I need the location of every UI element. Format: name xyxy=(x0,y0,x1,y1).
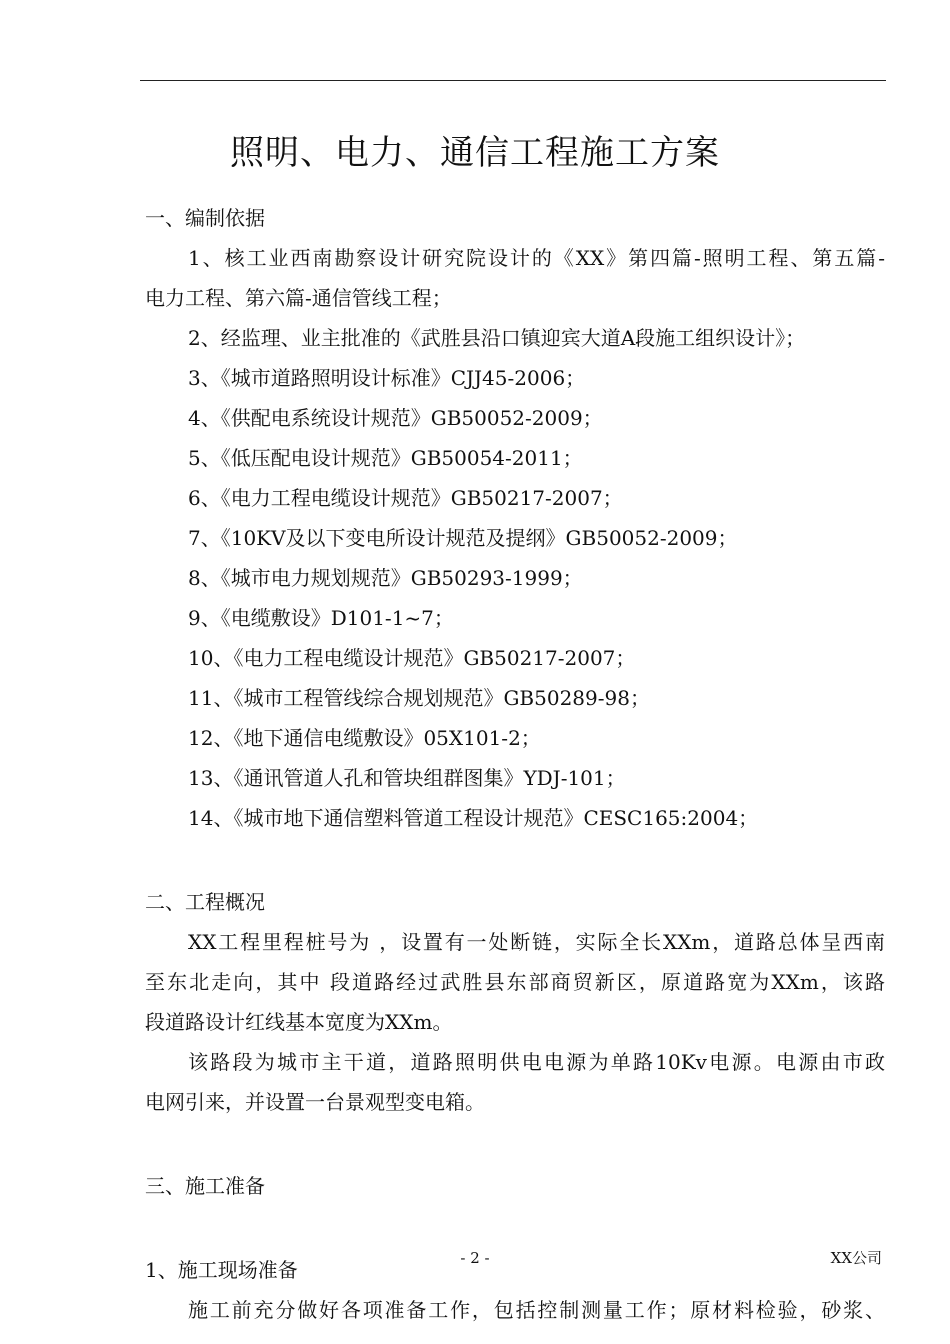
header-rule xyxy=(140,80,886,81)
basis-item-7: 7、《10KV及以下变电所设计规范及提纲》GB50052-2009； xyxy=(188,526,738,550)
basis-item-1-line-1: 1、核工业西南勘察设计研究院设计的《XX》第四篇-照明工程、第五篇- xyxy=(188,246,885,270)
site-p1-line-1: 施工前充分做好各项准备工作，包括控制测量工作；原材料检验，砂浆、 xyxy=(188,1298,885,1322)
basis-item-13: 13、《通讯管道人孔和管块组群图集》YDJ-101； xyxy=(188,766,626,790)
basis-item-14: 14、《城市地下通信塑料管道工程设计规范》CESC165:2004； xyxy=(188,806,759,830)
basis-item-11: 11、《城市工程管线综合规划规范》GB50289-98； xyxy=(188,686,650,710)
overview-p1-line-3: 段道路设计红线基本宽度为XXm。 xyxy=(145,1010,453,1034)
overview-p1-line-1: XX工程里程桩号为 ，设置有一处断链，实际全长XXm，道路总体呈西南 xyxy=(188,930,885,954)
basis-item-8: 8、《城市电力规划规范》GB50293-1999； xyxy=(188,566,583,590)
section-heading-overview: 二、工程概况 xyxy=(145,890,265,914)
overview-p2-line-2: 电网引来，并设置一台景观型变电箱。 xyxy=(145,1090,485,1114)
section-heading-basis: 一、编制依据 xyxy=(145,206,265,230)
overview-p1-line-2: 至东北走向，其中 段道路经过武胜县东部商贸新区，原道路宽为XXm，该路 xyxy=(145,970,885,994)
basis-item-6: 6、《电力工程电缆设计规范》GB50217-2007； xyxy=(188,486,623,510)
basis-item-1-line-2: 电力工程、第六篇-通信管线工程； xyxy=(145,286,452,310)
basis-item-2: 2、经监理、业主批准的《武胜县沿口镇迎宾大道A段施工组织设计》； xyxy=(188,326,806,350)
footer-company: XX公司 xyxy=(830,1249,882,1267)
subsection-gap xyxy=(145,1206,885,1250)
document-body xyxy=(145,198,885,1330)
section-gap xyxy=(145,1122,885,1166)
section-heading-preparation: 三、施工准备 xyxy=(145,1174,265,1198)
page-number: - 2 - xyxy=(460,1249,490,1267)
overview-p2-line-1: 该路段为城市主干道，道路照明供电电源为单路10Kv电源。电源由市政 xyxy=(188,1050,885,1074)
subsection-heading-site: 1、施工现场准备 xyxy=(145,1258,298,1282)
basis-item-12: 12、《地下通信电缆敷设》05X101-2； xyxy=(188,726,541,750)
basis-item-5: 5、《低压配电设计规范》GB50054-2011； xyxy=(188,446,583,470)
document-title: 照明、电力、通信工程施工方案 xyxy=(230,133,720,173)
basis-item-10: 10、《电力工程电缆设计规范》GB50217-2007； xyxy=(188,646,636,670)
basis-item-4: 4、《供配电系统设计规范》GB50052-2009； xyxy=(188,406,603,430)
basis-item-9: 9、《电缆敷设》D101-1~7； xyxy=(188,606,454,630)
basis-item-3: 3、《城市道路照明设计标准》CJJ45-2006； xyxy=(188,366,586,390)
section-gap xyxy=(145,838,885,882)
